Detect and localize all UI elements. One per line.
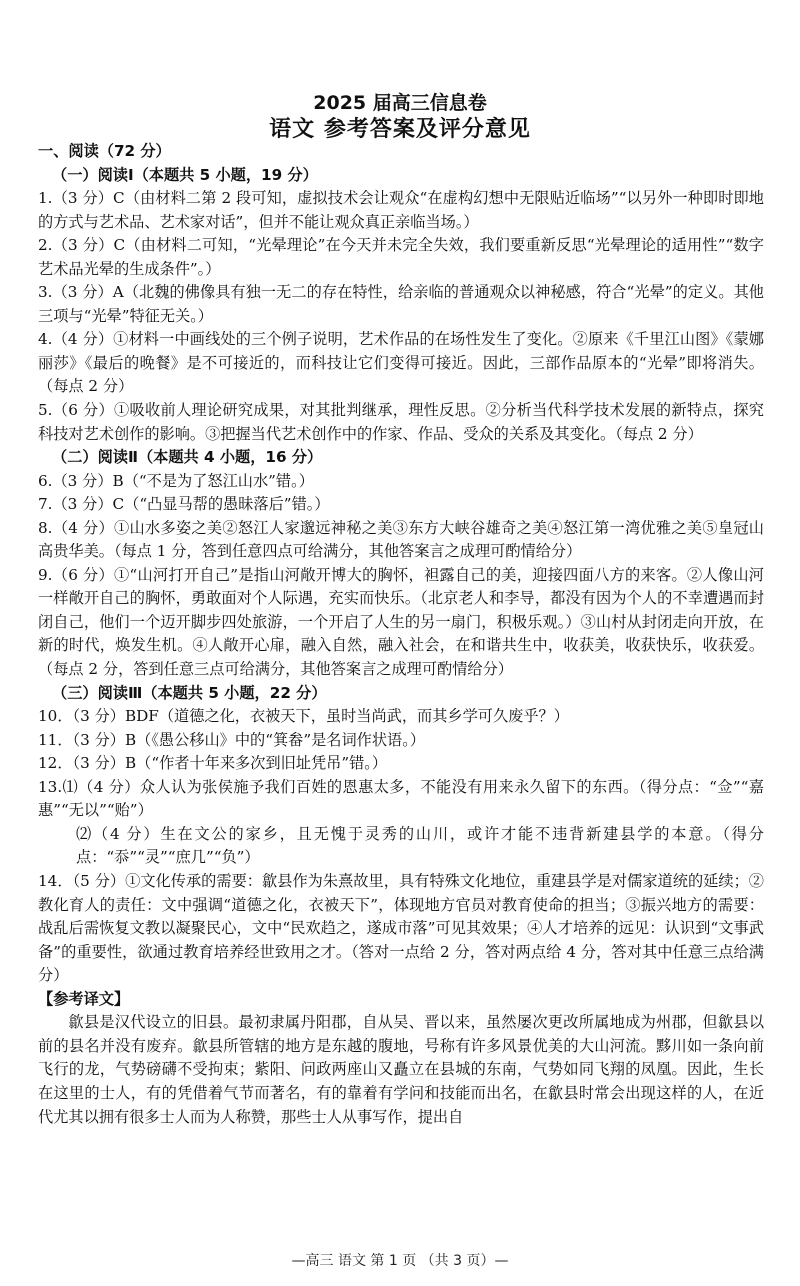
answer-q14: 14．（5 分）①文化传承的需要：歙县作为朱熹故里，具有特殊文化地位，重建县学是对儒家道统的延续；②教化育人的责任：文中强调“道德之化，衣被天下”，体现地方官员对教育使命的担当；③振兴地方的需要：战乱后需恢复文教以凝聚民心，文中“民欢趋之，遂成市落”可见其效果；④人才培养的远见：认识到“文事武备”的重要性，欲通过教育培养经世致用之才。（答对一点给 2 分，答对两点给 4 分，答对其中任意三点给满分） [38, 871, 764, 985]
document-title: 2025 届高三信息卷 [313, 92, 487, 114]
answer-q10: 10．（3 分）BDF（道德之化，衣被天下，虽时当尚武，而其乡学可久废乎？） [38, 707, 569, 726]
answer-q9: 9.（6 分）①“山河打开自己”是指山河敞开博大的胸怀，袒露自己的美，迎接四面八方的来客。②人像山河一样敞开自己的胸怀，勇敢面对个人际遇，充实而快乐。（北京老人和李导，都没有因为个人的不幸遭遇而封闭自己，他们一个迈开脚步四处旅游，一个开启了人生的另一扇门，积极乐观。）③山村从封闭走向开放，在新的时代，焕发生机。④人敞开心扉，融入自然，融入社会，在和谐共生中，收获美，收获快乐，收获爱。（每点 2 分，答到任意三点可给满分，其他答案言之成理可酌情给分） [38, 565, 764, 679]
answer-q1: 1.（3 分）C（由材料二第 2 段可知，虚拟技术会让观众“在虚构幻想中无限贴近临场”“以另外一种即时即地的方式与艺术品、艺术家对话”，但并不能让观众真正亲临当场。） [38, 189, 764, 231]
answer-q8: 8.（4 分）①山水多姿之美②怒江人家邈远神秘之美③东方大峡谷雄奇之美④怒江第一湾优雅之美⑤皇冠山高贵华美。（每点 1 分，答到任意四点可给满分，其他答案言之成理可酌情给分） [38, 518, 764, 561]
answer-q5: 5.（6 分）①吸收前人理论研究成果，对其批判继承，理性反思。②分析当代科学技术发展的新特点，探究科技对艺术创作的影响。③把握当代艺术创作中的作家、作品、受众的关系及其变化。（每点 2 分） [38, 401, 764, 443]
document-subtitle: 语文 参考答案及评分意见 [269, 117, 531, 142]
answer-q2: 2.（3 分）C（由材料二可知，“光晕理论”在今天并未完全失效，我们要重新反思“光晕理论的适用性”“数字艺术品光晕的生成条件”。） [38, 236, 764, 278]
answer-q11: 11．（3 分）B（《愚公移山》中的“箕畚”是名词作状语。） [38, 730, 426, 749]
translation-text: 歙县是汉代设立的旧县。最初隶属丹阳郡，自从吴、晋以来，虽然屡次更改所属地成为州郡，但歙县以前的县名并没有废弃。歙县所管辖的地方是东越的腹地，号称有许多风景优美的大山河流。黟川如一条向前飞行的龙，气势磅礴不受拘束；紫阳、问政两座山又矗立在县城的东南，气势如同飞翔的凤凰。因此，生长在这里的士人，有的凭借着气节而著名，有的靠着有学问和技能而出名，在歙县时常会出现这样的人，在近代尤其以拥有很多士人而为人称赞，那些士人从事写作，提出自 [38, 1013, 764, 1126]
answer-q3: 3.（3 分）A（北魏的佛像具有独一无二的存在特性，给亲临的普通观众以神秘感，符合“光晕”的定义。其他三项与“光晕”特征无关。） [38, 283, 764, 325]
answer-q12: 12．（3 分）B（“作者十年来多次到旧址凭吊”错。） [38, 754, 388, 773]
subsection-heading-reading-3: （三）阅读Ⅲ（本题共 5 小题，22 分） [52, 683, 327, 702]
answer-q4: 4.（4 分）①材料一中画线处的三个例子说明，艺术作品的在场性发生了变化。②原来《千里江山图》《蒙娜丽莎》《最后的晚餐》是不可接近的，而科技让它们变得可接近。因此，三部作品原本的“光晕”即将消失。（每点 2 分） [38, 330, 764, 396]
answer-q6: 6.（3 分）B（“不是为了怒江山水”错。） [38, 471, 314, 490]
subsection-heading-reading-2: （二）阅读Ⅱ（本题共 4 小题，16 分） [52, 448, 323, 467]
translation-heading: 【参考译文】 [38, 989, 130, 1008]
answer-q13-2: ⑵（4 分）生在文公的家乡，且无愧于灵秀的山川，或许才能不违背新建县学的本意。（得分点：“忝”“灵”“庶几”“负”） [76, 824, 764, 867]
subsection-heading-reading-1: （一）阅读Ⅰ（本题共 5 小题，19 分） [52, 165, 318, 184]
answer-content [38, 140, 764, 1129]
page-footer: —高三 语文 第 1 页 （共 3 页）— [291, 1253, 509, 1269]
section-heading-reading: 一、阅读（72 分） [38, 142, 171, 160]
answer-q13-1: 13.⑴（4 分）众人认为张侯施予我们百姓的恩惠太多，不能没有用来永久留下的东西。（得分点：“佥”“嘉惠”“无以”“贻”） [38, 777, 764, 820]
answer-q7: 7.（3 分）C（“凸显马帮的愚昧落后”错。） [38, 495, 330, 514]
